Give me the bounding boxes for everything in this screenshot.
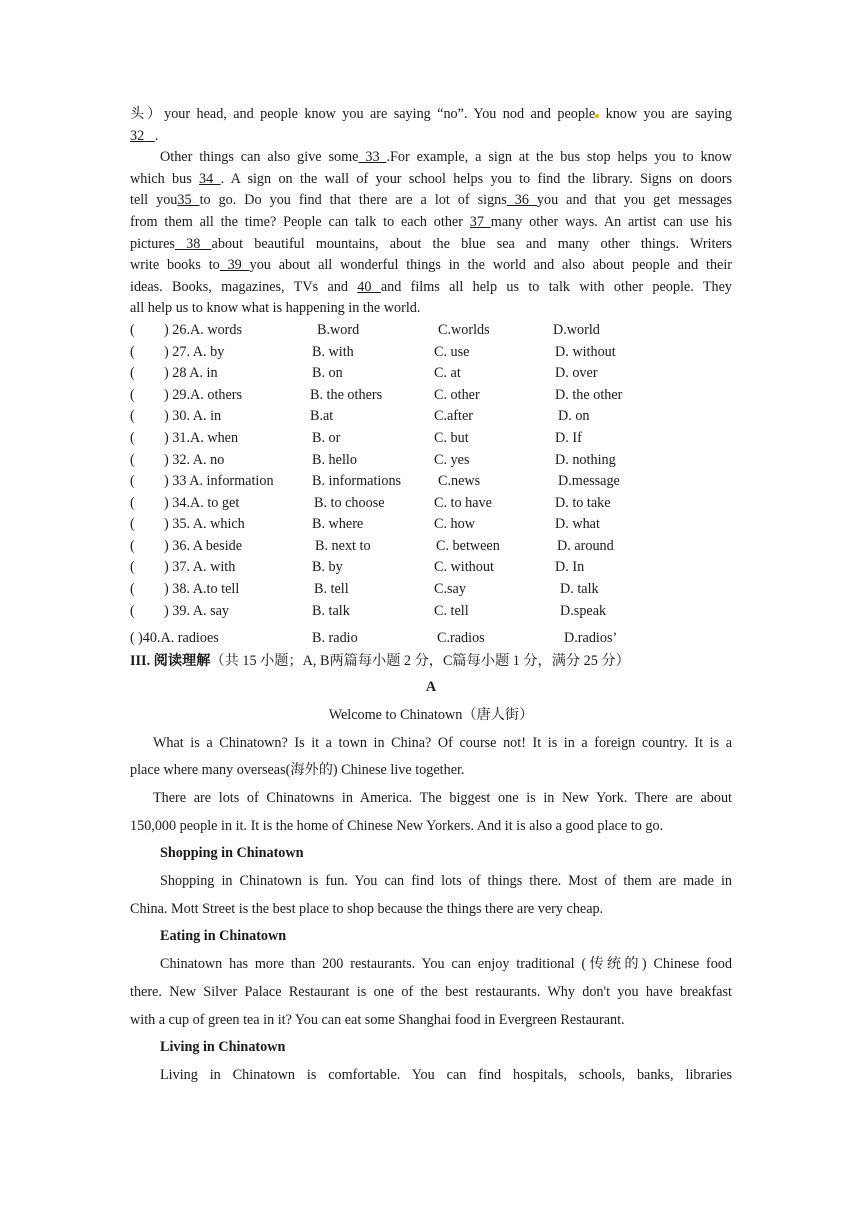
option-text: C. between <box>436 537 500 554</box>
option-text: C.worlds <box>438 321 490 338</box>
cloze-line-2 <box>130 126 732 148</box>
option-text: D. If <box>555 429 582 446</box>
cloze-text: and films all help us to talk with other people. They <box>380 278 732 295</box>
cloze-line-9 <box>130 277 732 299</box>
option-text: )40.A. radioes <box>138 630 219 647</box>
blank-34: 34 <box>199 170 221 187</box>
subheading-living: Living in Chinatown <box>160 1039 286 1056</box>
option-text: ( <box>130 365 135 382</box>
option-text: ( <box>130 473 135 490</box>
option-text: ( <box>130 343 135 360</box>
cloze-text: about beautiful mountains, about the blue sea and many other things. Writers <box>211 235 733 252</box>
cloze-line-1 <box>130 104 732 126</box>
subheading-eating: Eating in Chinatown <box>160 928 287 945</box>
option-text: D.radios’ <box>564 630 618 647</box>
option-text: D. talk <box>560 581 599 598</box>
question-list <box>130 320 732 648</box>
option-text: ( <box>130 559 135 576</box>
option-text: ) 34.A. to get <box>164 494 240 511</box>
option-text: ( <box>130 581 135 598</box>
blank-35: 35 <box>177 192 200 209</box>
passage-title: Welcome to Chinatown（唐人街） <box>328 706 534 723</box>
option-text: D. without <box>555 343 616 360</box>
cloze-line-5 <box>130 190 732 212</box>
option-text: C.say <box>434 581 466 598</box>
cloze-text: to go. Do you find that there are a lot of signs <box>199 192 507 209</box>
cloze-text: write books to <box>130 257 220 274</box>
option-text: B. tell <box>314 581 349 598</box>
question-row <box>130 557 732 579</box>
option-text: C.radios <box>437 630 485 647</box>
option-text: D.world <box>553 321 600 338</box>
cloze-line-3 <box>130 147 732 169</box>
exam-page <box>130 104 732 1090</box>
question-row <box>130 342 732 364</box>
option-text: C.news <box>438 473 481 490</box>
option-text: ) 26.A. words <box>164 321 243 338</box>
option-text: ) 33 A. information <box>164 473 274 490</box>
option-text: ( <box>130 537 135 554</box>
cloze-text: many other ways. An artist can use his <box>490 213 732 230</box>
cloze-text: pictures <box>130 235 175 252</box>
option-text: B. or <box>312 429 341 446</box>
cloze-line-7 <box>130 234 732 256</box>
cloze-text: know you are saying <box>599 106 733 122</box>
question-row <box>130 514 732 536</box>
question-row <box>130 493 732 515</box>
option-text: D. what <box>555 516 600 533</box>
blank-36: 36 <box>506 192 537 209</box>
passage-line: with a cup of green tea in it? You can eat some Shanghai food in Evergreen Restaurant. <box>130 1011 625 1028</box>
cloze-text: 头）your head, and people know you are saying “no”. You nod and people <box>130 106 596 122</box>
passage-line: What is a Chinatown? Is it a town in China? Of course not! It is in a foreign country. It is a <box>153 734 732 751</box>
option-text: B. informations <box>312 473 402 490</box>
option-text: C. how <box>434 516 475 533</box>
option-text: D. to take <box>555 494 611 511</box>
option-text: D. In <box>555 559 585 576</box>
question-row <box>130 622 732 648</box>
option-text: ) 30. A. in <box>164 408 222 425</box>
option-text: B. by <box>312 559 343 576</box>
option-text: C.after <box>434 408 473 425</box>
option-text: B.at <box>310 408 334 425</box>
cloze-line-8 <box>130 255 732 277</box>
blank-33: 33 <box>358 149 387 166</box>
option-text: ) 31.A. when <box>164 429 239 446</box>
cloze-text: .For example, a sign at the bus stop helps you to know <box>386 149 733 166</box>
cloze-text: tell you <box>130 192 178 209</box>
passage-line: Shopping in Chinatown is fun. You can find lots of things there. Most of them are made in <box>160 873 732 890</box>
option-text: ( <box>130 451 135 468</box>
option-text: ( <box>130 386 135 403</box>
option-text: D.speak <box>560 602 607 619</box>
option-text: D.message <box>558 473 620 490</box>
cloze-text: from them all the time? People can talk to each other <box>130 213 470 230</box>
option-text: C. use <box>434 343 470 360</box>
cloze-text: which bus <box>130 170 200 187</box>
cloze-line-4 <box>130 169 732 191</box>
passage-line: Living in Chinatown is comfortable. You can find hospitals, schools, banks, libraries <box>160 1066 732 1083</box>
subheading-shopping: Shopping in Chinatown <box>160 845 304 862</box>
option-text: ) 35. A. which <box>164 516 245 533</box>
option-text: D. over <box>555 365 598 382</box>
option-text: B. where <box>312 516 364 533</box>
blank-39: 39 <box>219 257 250 274</box>
blank-40: 40 <box>357 278 381 295</box>
option-text: B. hello <box>312 451 357 468</box>
question-row <box>130 601 732 623</box>
passage-line: there. New Silver Palace Restaurant is one of the best restaurants. Why don't you have breakfast <box>130 983 732 1000</box>
blank-37: 37 <box>469 213 491 230</box>
option-text: ( <box>130 321 135 338</box>
option-text: ( <box>130 408 135 425</box>
option-text: ) 38. A.to tell <box>164 581 240 598</box>
passage-line: Chinatown has more than 200 restaurants. You can enjoy traditional (传统的) Chinese food <box>160 956 732 973</box>
cloze-line-10: all help us to know what is happening in the world. <box>130 300 421 317</box>
question-row <box>130 471 732 493</box>
cloze-text: ideas. Books, magazines, TVs and <box>130 278 358 295</box>
blank-38: 38 <box>174 235 212 252</box>
option-text: C. yes <box>434 451 470 468</box>
option-text: B. next to <box>315 537 371 554</box>
question-row <box>130 363 732 385</box>
cloze-text: you about all wonderful things in the world and also about people and their <box>249 257 733 274</box>
option-text: C. other <box>434 386 480 403</box>
option-text: C. but <box>434 429 469 446</box>
option-text: D. the other <box>555 386 623 403</box>
option-text: C. to have <box>434 494 492 511</box>
cloze-text: . <box>154 127 159 144</box>
cloze-text: Other things can also give some <box>160 149 359 166</box>
option-text: ) 28 A. in <box>164 365 218 382</box>
passage-line: There are lots of Chinatowns in America. The biggest one is in New York. There are about <box>153 790 732 806</box>
passage-line: 150,000 people in it. It is the home of Chinese New Yorkers. And it is also a good place to go. <box>130 817 664 834</box>
option-text: D. around <box>557 537 614 554</box>
question-row <box>130 428 732 450</box>
option-text: B. with <box>312 343 354 360</box>
question-row <box>130 579 732 601</box>
option-text: B. on <box>312 365 343 382</box>
section-heading: III. 阅读理解（共 15 小题；A, B两篇每小题 2 分，C篇每小题 1 分，满分 25 分） <box>130 653 630 670</box>
option-text: B. talk <box>312 602 350 619</box>
question-row <box>130 385 732 407</box>
option-text: ( <box>130 630 135 647</box>
option-text: D. on <box>558 408 590 425</box>
option-text: ) 29.A. others <box>164 386 243 403</box>
option-text: B. radio <box>312 630 358 647</box>
option-text: B.word <box>317 321 360 338</box>
passage-line: place where many overseas(海外的) Chinese live together. <box>130 762 465 779</box>
option-text: B. the others <box>310 386 383 403</box>
option-text: C. at <box>434 365 461 382</box>
option-text: C. without <box>434 559 494 576</box>
option-text: ( <box>130 516 135 533</box>
cloze-text: . A sign on the wall of your school helps you to find the library. Signs on doors <box>220 170 733 187</box>
blank-32: 32 <box>130 127 145 144</box>
cloze-text: you and that you get messages <box>536 192 733 209</box>
passage-line: China. Mott Street is the best place to shop because the things there are very cheap. <box>130 900 604 917</box>
option-text: C. tell <box>434 602 469 619</box>
option-text: ) 27. A. by <box>164 343 225 360</box>
question-row <box>130 406 732 428</box>
question-row <box>130 450 732 472</box>
option-text: D. nothing <box>555 451 616 468</box>
option-text: ) 39. A. say <box>164 602 230 619</box>
cloze-line-6 <box>130 212 732 234</box>
option-text: ) 32. A. no <box>164 451 225 468</box>
question-row <box>130 536 732 558</box>
passage-letter: A <box>425 679 437 696</box>
option-text: B. to choose <box>314 494 385 511</box>
option-text: ( <box>130 494 135 511</box>
question-row <box>130 320 732 342</box>
option-text: ) 37. A. with <box>164 559 236 576</box>
option-text: ( <box>130 602 135 619</box>
option-text: ) 36. A beside <box>164 537 243 554</box>
option-text: ( <box>130 429 135 446</box>
